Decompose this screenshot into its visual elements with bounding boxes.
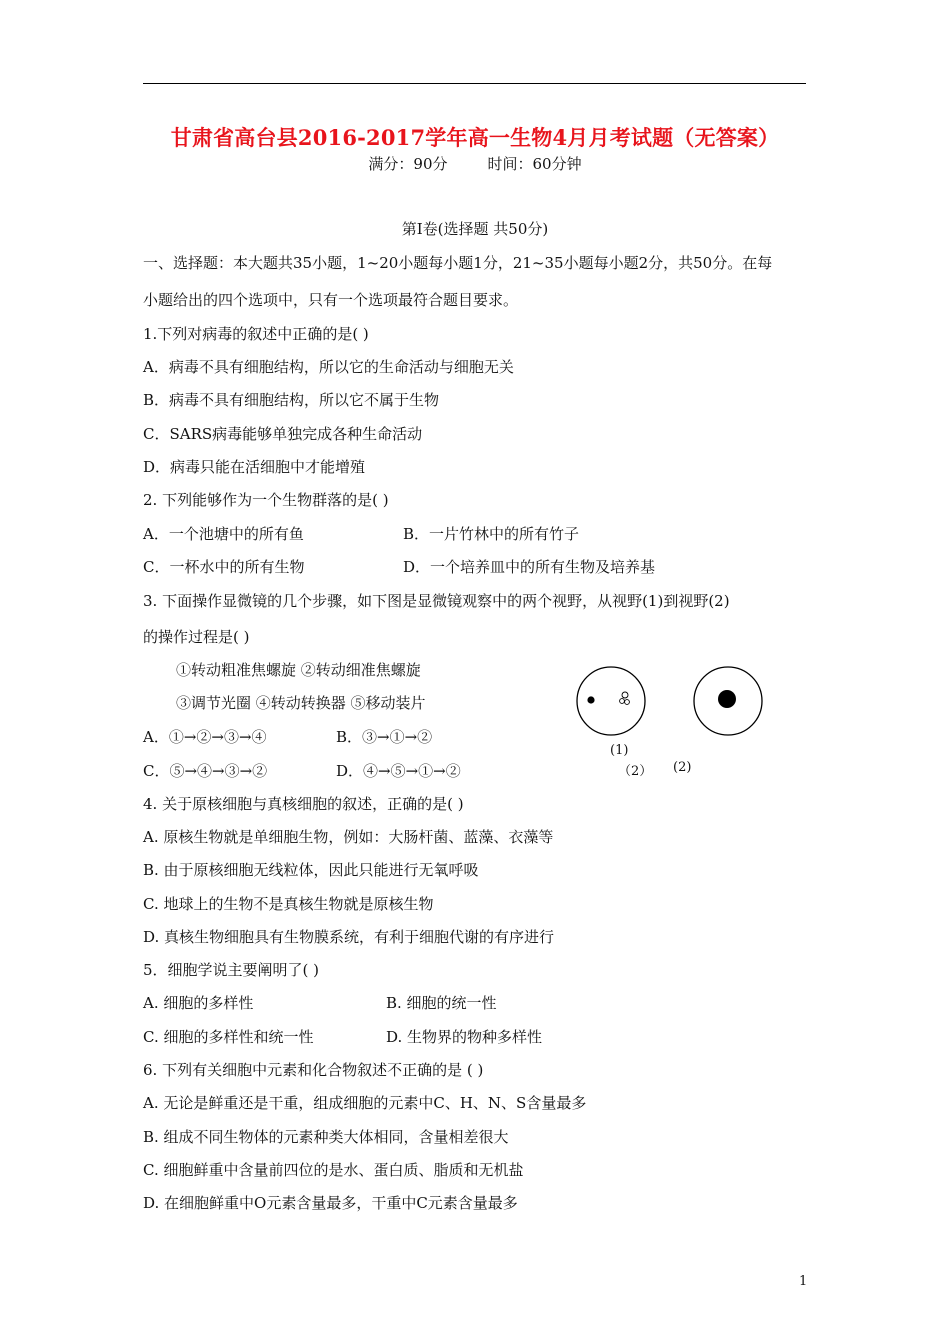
q6-stem: 6. 下列有关细胞中元素和化合物叙述不正确的是 ( ) (143, 1061, 484, 1079)
microscope-field-2 (691, 664, 765, 738)
q1-option-a: A．病毒不具有细胞结构，所以它的生命活动与细胞无关 (143, 358, 514, 376)
page-number: 1 (799, 1274, 808, 1289)
q5-option-a: A. 细胞的多样性 (143, 994, 254, 1012)
field-1-light-cell-c (625, 700, 630, 705)
q4-option-a: A. 原核生物就是单细胞生物，例如：大肠杆菌、蓝藻、衣藻等 (143, 828, 554, 846)
q3-steps-line-1: ①转动粗准焦螺旋 ②转动细准焦螺旋 (176, 661, 421, 679)
q2-stem: 2. 下列能够作为一个生物群落的是( ) (143, 491, 389, 509)
q1-option-d: D．病毒只能在活细胞中才能增殖 (143, 458, 366, 476)
header-rule (143, 83, 806, 84)
page-title: 甘肃省高台县2016-2017学年高一生物4月月考试题（无答案） (170, 125, 780, 150)
q5-option-b: B. 细胞的统一性 (386, 994, 497, 1012)
q1-option-c: C．SARS病毒能够单独完成各种生命活动 (143, 425, 423, 443)
q3-stem-line-1: 3. 下面操作显微镜的几个步骤，如下图是显微镜观察中的两个视野，从视野(1)到视野(2) (143, 592, 730, 610)
q3-option-b: B．③→①→② (336, 728, 433, 746)
figure-label-2: （2） (618, 764, 653, 779)
q6-option-b: B. 组成不同生物体的元素种类大体相同，含量相差很大 (143, 1128, 509, 1146)
q5-stem: 5．细胞学说主要阐明了( ) (143, 961, 320, 979)
q4-option-d: D. 真核生物细胞具有生物膜系统，有利于细胞代谢的有序进行 (143, 928, 555, 946)
q6-option-c: C. 细胞鲜重中含量前四位的是水、蛋白质、脂质和无机盐 (143, 1161, 524, 1179)
q3-steps-line-2: ③调节光圈 ④转动转换器 ⑤移动装片 (176, 694, 426, 712)
section-heading: 第Ⅰ卷(选择题 共50分) (401, 220, 549, 238)
q6-option-d: D. 在细胞鲜重中O元素含量最多，干重中C元素含量最多 (143, 1194, 518, 1212)
microscope-field-1 (574, 664, 648, 738)
q2-option-c: C．一杯水中的所有生物 (143, 558, 305, 576)
exam-info (0, 153, 950, 174)
field-1-outline (577, 667, 645, 735)
q3-option-a: A．①→②→③→④ (143, 728, 267, 746)
time-limit: 时间：60分钟 (487, 155, 582, 173)
q3-stem-line-2: 的操作过程是( ) (143, 628, 250, 646)
q4-option-b: B. 由于原核细胞无线粒体，因此只能进行无氧呼吸 (143, 861, 479, 879)
q5-option-d: D. 生物界的物种多样性 (386, 1028, 543, 1046)
q5-option-c: C. 细胞的多样性和统一性 (143, 1028, 314, 1046)
field-1-light-cell-b (620, 699, 625, 704)
q4-stem: 4. 关于原核细胞与真核细胞的叙述，正确的是( ) (143, 795, 464, 813)
field-2-enlarged-cell (718, 690, 736, 708)
instructions-line-1: 一、选择题：本大题共35小题，1~20小题每小题1分，21~35小题每小题2分，共50分。在每 (143, 254, 773, 272)
q1-stem: 1.下列对病毒的叙述中正确的是( ) (143, 325, 369, 343)
q2-option-d: D．一个培养皿中的所有生物及培养基 (403, 558, 656, 576)
q3-option-d: D．④→⑤→①→② (336, 762, 461, 780)
full-score: 满分：90分 (368, 155, 448, 173)
field-1-light-cell-a (622, 692, 628, 698)
q2-option-a: A．一个池塘中的所有鱼 (143, 525, 304, 543)
figure-label-3: (2) (673, 760, 692, 775)
q6-option-a: A. 无论是鲜重还是干重，组成细胞的元素中C、H、N、S含量最多 (143, 1094, 587, 1112)
q4-option-c: C. 地球上的生物不是真核生物就是原核生物 (143, 895, 434, 913)
q3-option-c: C．⑤→④→③→② (143, 762, 268, 780)
instructions-line-2: 小题给出的四个选项中，只有一个选项最符合题目要求。 (143, 291, 519, 309)
q2-option-b: B．一片竹林中的所有竹子 (403, 525, 580, 543)
figure-label-1: (1) (610, 743, 629, 758)
field-1-dark-cell (587, 696, 594, 703)
q1-option-b: B．病毒不具有细胞结构，所以它不属于生物 (143, 391, 440, 409)
